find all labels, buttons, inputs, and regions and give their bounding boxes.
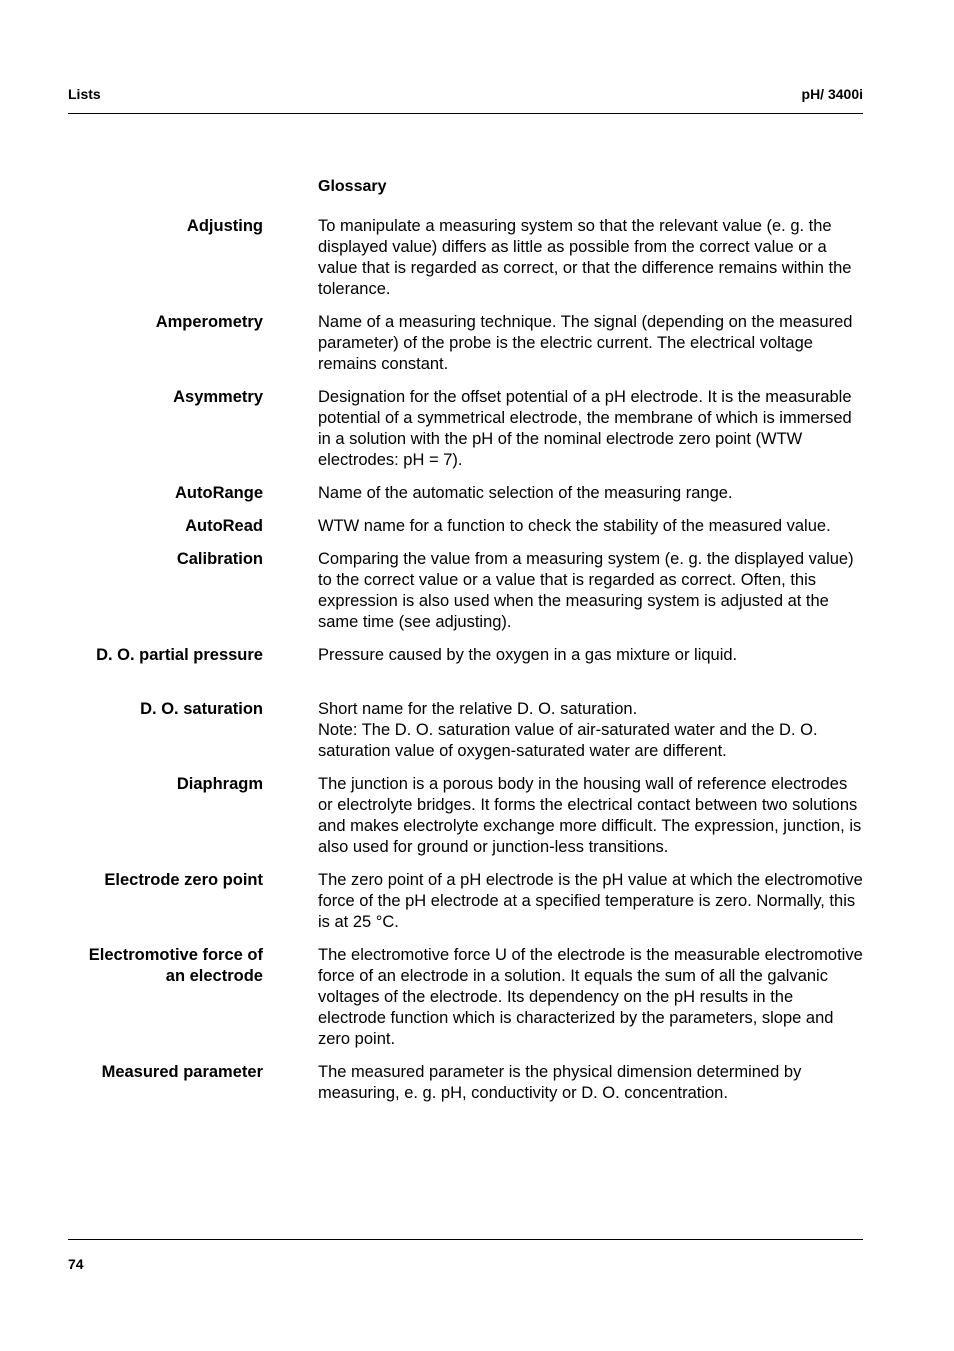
glossary-term: Calibration (176, 550, 263, 568)
glossary-definition: Name of a measuring technique. The signal (depending on the measured parameter) of the probe is the electric current. The electrical voltage remains constant. (318, 313, 853, 373)
glossary-term: Diaphragm (176, 775, 263, 793)
glossary-definition: WTW name for a function to check the stability of the measured value. (318, 517, 831, 535)
glossary-entry (68, 216, 863, 300)
glossary-term: D. O. partial pressure (96, 646, 263, 664)
glossary-entry (68, 645, 863, 666)
glossary-entry (68, 1062, 863, 1104)
glossary-entry (68, 774, 863, 858)
glossary-entry (68, 312, 863, 375)
glossary-term: Adjusting (186, 217, 263, 235)
glossary-term: Amperometry (155, 313, 263, 331)
header-product: pH/ 3400i (801, 86, 863, 102)
glossary-term: Electromotive force of an electrode (88, 946, 263, 985)
section-title: Glossary (318, 178, 387, 195)
glossary-definition: The zero point of a pH electrode is the pH value at which the electromotive force of the pH electrode at a specified temperature is zero. Normally, this is at 25 °C. (318, 871, 863, 931)
glossary-term: Asymmetry (173, 388, 263, 406)
glossary-term: D. O. saturation (140, 700, 263, 718)
glossary-entry (68, 483, 863, 504)
header-rule (68, 113, 863, 114)
glossary-definition: Short name for the relative D. O. saturation. Note: The D. O. saturation value of air-saturated water and the D. O. saturation value of oxygen-saturated water are different. (318, 700, 818, 760)
glossary-term: AutoRange (175, 484, 263, 502)
glossary-definition: Comparing the value from a measuring system (e. g. the displayed value) to the correct value or a value that is regarded as correct. Often, this expression is also used when the measuring system is adjusted at the same time (see adjusting). (318, 550, 854, 631)
glossary-entry (68, 870, 863, 933)
glossary-definition: Pressure caused by the oxygen in a gas mixture or liquid. (318, 646, 738, 664)
glossary-entry (68, 549, 863, 633)
page-header (68, 86, 863, 102)
glossary-term: Measured parameter (101, 1063, 263, 1081)
glossary-entry (68, 699, 863, 762)
glossary-term: AutoRead (185, 517, 263, 535)
page-number: 74 (68, 1256, 84, 1272)
glossary-entry (68, 516, 863, 537)
glossary-definition: Name of the automatic selection of the measuring range. (318, 484, 733, 502)
glossary-entry (68, 387, 863, 471)
glossary-definition: The measured parameter is the physical dimension determined by measuring, e. g. pH, conductivity or D. O. concentration. (318, 1063, 802, 1102)
glossary-definition: The electromotive force U of the electrode is the measurable electromotive force of an electrode in a solution. It equals the sum of all the galvanic voltages of the electrode. Its dependency on the pH results in the electrode function which is characterized by the parameters, slope and zero point. (318, 946, 863, 1048)
header-section: Lists (68, 86, 101, 102)
glossary-definition: To manipulate a measuring system so that the relevant value (e. g. the displayed value) differs as little as possible from the correct value or a value that is regarded as correct, or that the difference remains within the tolerance. (318, 217, 852, 298)
glossary-definition: Designation for the offset potential of a pH electrode. It is the measurable potential of a symmetrical electrode, the membrane of which is immersed in a solution with the pH of the nominal electrode zero point (WTW electrodes: pH = 7). (318, 388, 852, 469)
glossary-list (68, 216, 863, 1116)
glossary-entry (68, 945, 863, 1050)
glossary-term: Electrode zero point (104, 871, 263, 889)
glossary-definition: The junction is a porous body in the housing wall of reference electrodes or electrolyte bridges. It forms the electrical contact between two solutions and makes electrolyte exchange more difficult. The expression, junction, is also used for ground or junction-less transitions. (318, 775, 862, 856)
footer-rule (68, 1239, 863, 1240)
